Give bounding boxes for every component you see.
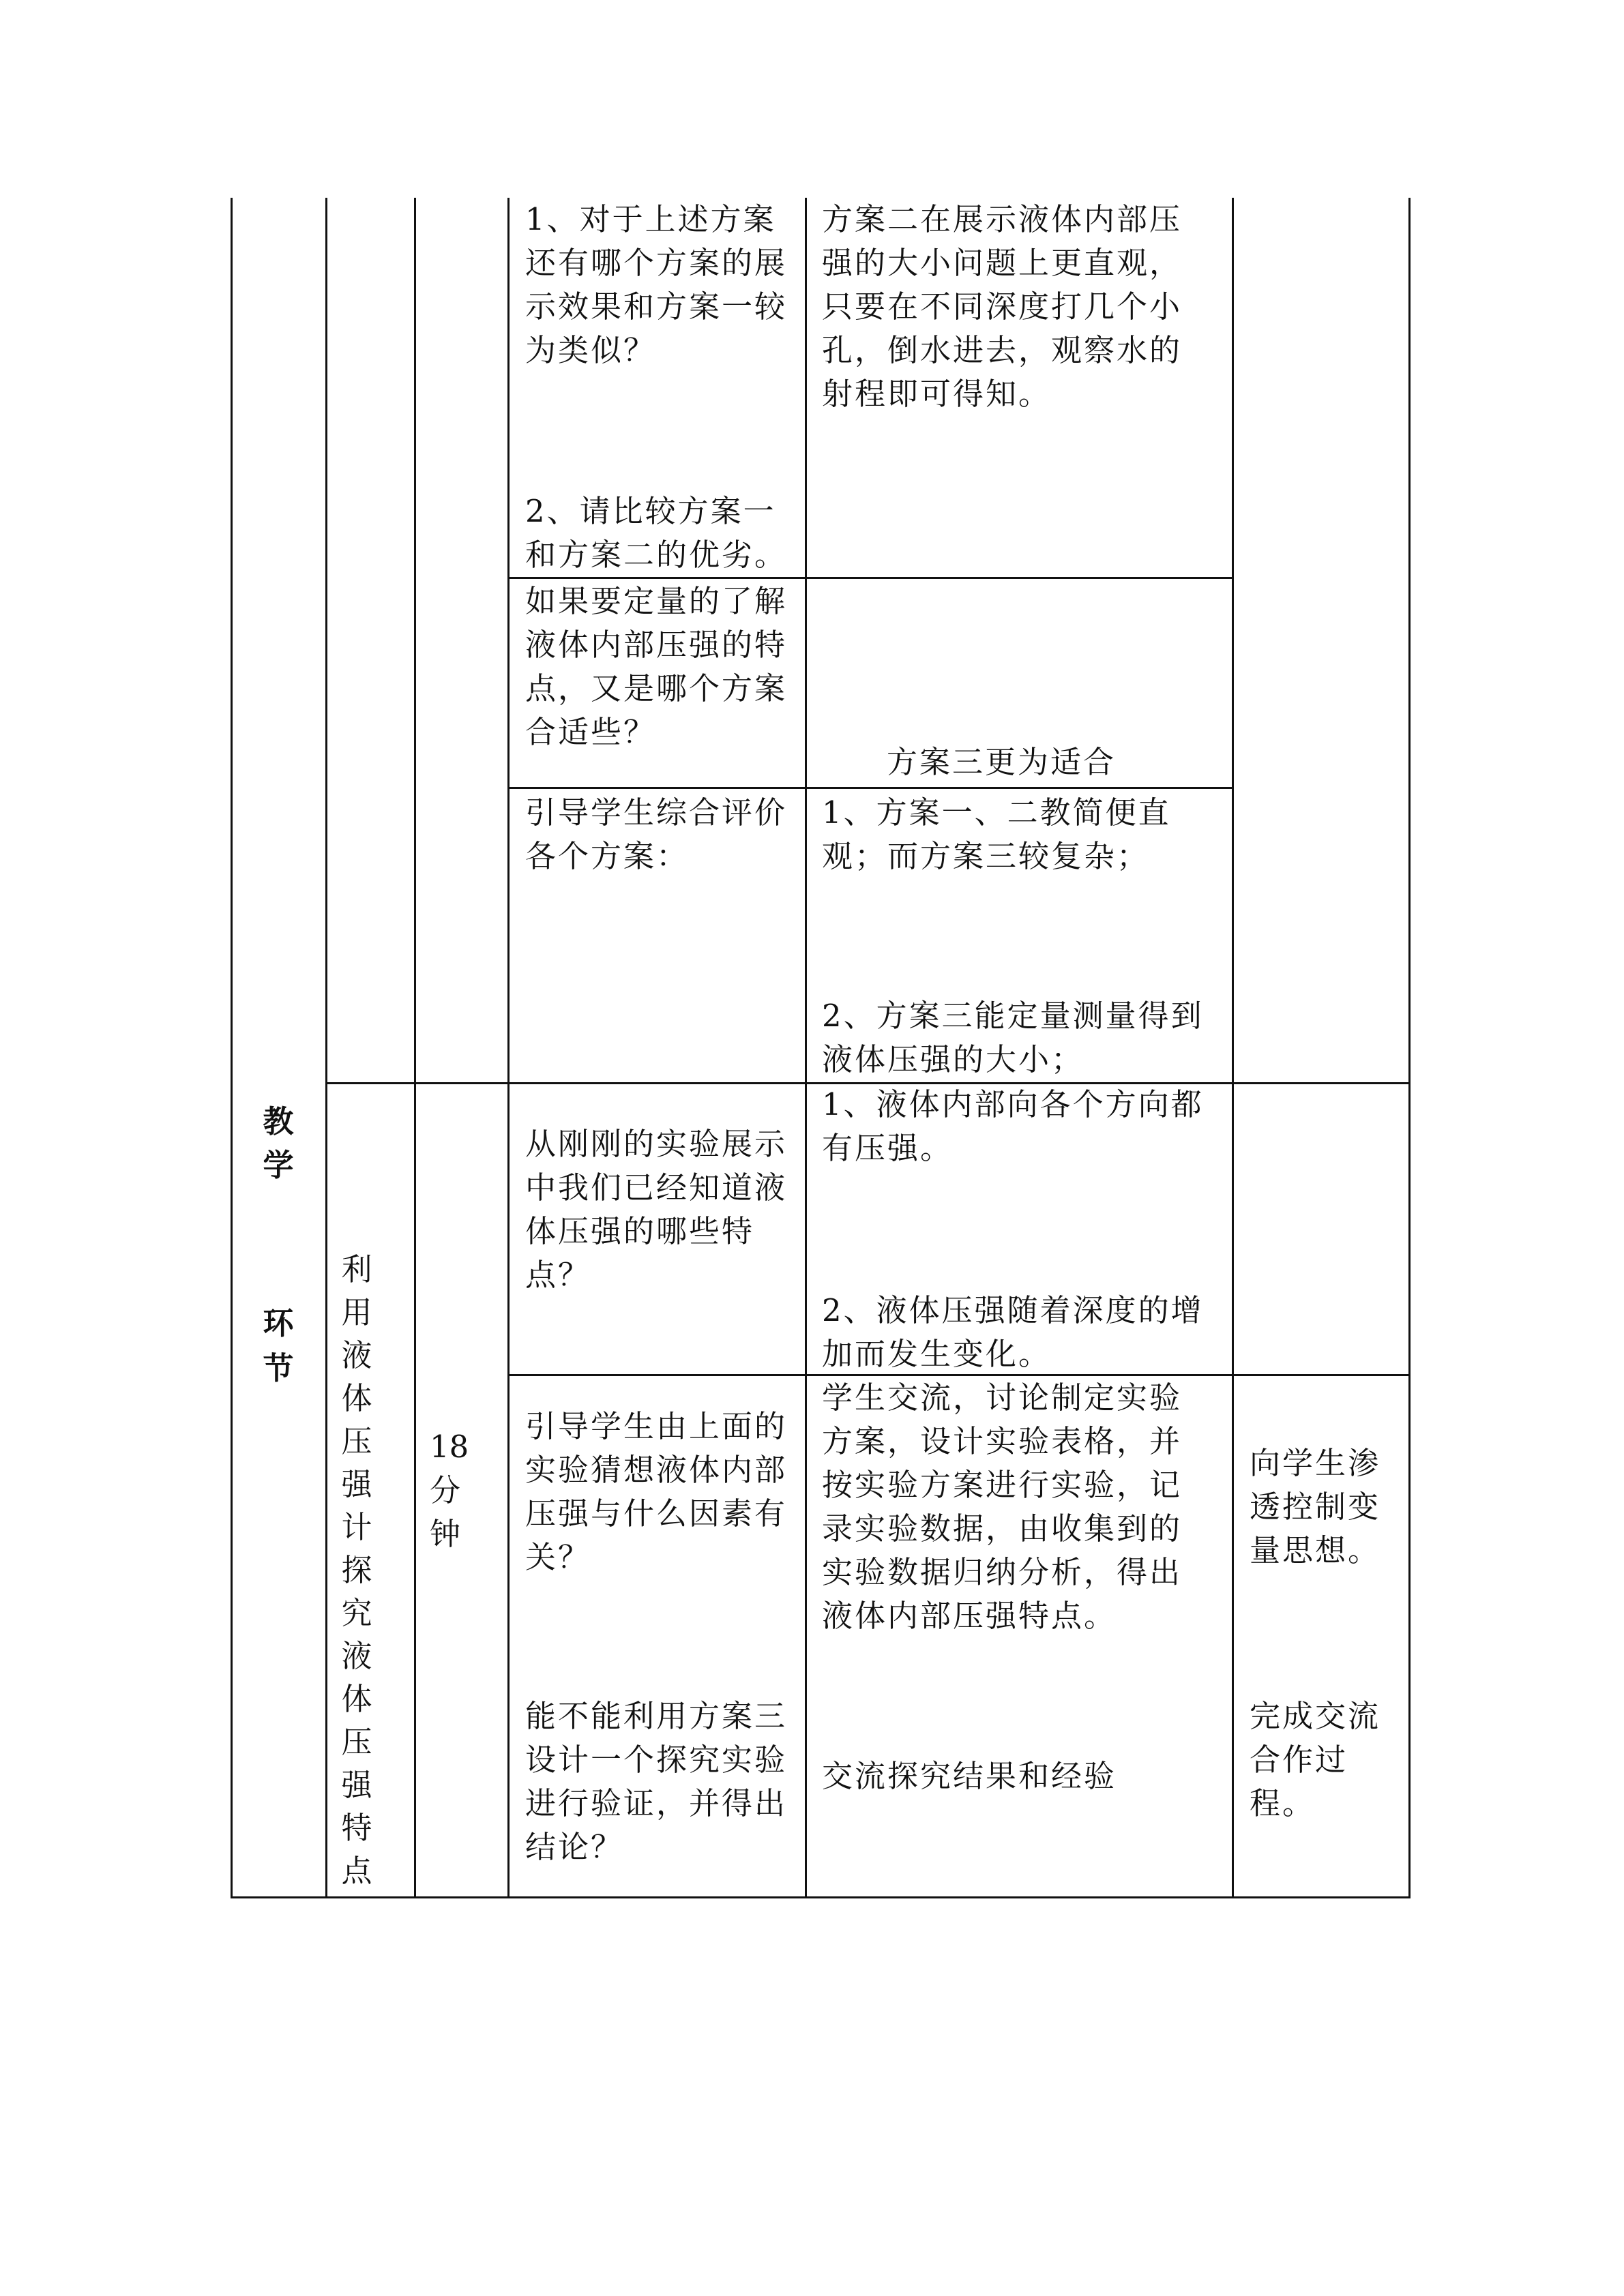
stage-label-char: 利 [341, 1251, 372, 1287]
stage-label-char: 压 [341, 1423, 372, 1459]
stage-label-char: 体 [341, 1380, 372, 1416]
stage-label-char: 计 [341, 1509, 372, 1545]
table-border-right [1408, 198, 1411, 1898]
stage-label-char: 强 [341, 1767, 372, 1803]
row5-design-intent-2: 完成交流 合作过 程。 [1250, 1698, 1381, 1821]
row2-teacher-question: 如果要定量的了解 液体内部压强的特 点，又是哪个方案 合适些？ [525, 583, 788, 750]
section-label-char-1: 教 [263, 1103, 294, 1139]
table-border-left [231, 198, 233, 1898]
stage-time-unit-2: 钟 [430, 1516, 463, 1552]
stage-label-char: 液 [341, 1337, 372, 1373]
stage-label-char: 究 [341, 1595, 372, 1631]
stage-time-number: 18 [430, 1429, 469, 1465]
row-divider-1 [507, 577, 1234, 579]
stage-label-char: 液 [341, 1638, 372, 1674]
stage-time-unit-1: 分 [430, 1472, 463, 1508]
row1-teacher-question: 1、对于上述方案 还有哪个方案的展 示效果和方案一较 为类似？ [525, 201, 788, 368]
row5-teacher-question-2: 能不能利用方案三 设计一个探究实验 进行验证，并得出 结论？ [525, 1698, 788, 1865]
col-divider-5 [1232, 198, 1234, 1898]
stage-label-char: 点 [341, 1853, 372, 1889]
row4-student-answer-1: 1、液体内部向各个方向都 有压强。 [822, 1086, 1204, 1166]
row5-student-activity-2: 交流探究结果和经验 [822, 1758, 1117, 1794]
stage-label-char: 体 [341, 1681, 372, 1717]
row4-teacher-question: 从刚刚的实验展示 中我们已经知道液 体压强的哪些特 点？ [525, 1126, 788, 1293]
row5-design-intent: 向学生渗 透控制变 量思想。 [1250, 1445, 1381, 1568]
stage-label-char: 压 [341, 1724, 372, 1760]
row4-student-answer-2: 2、液体压强随着深度的增 加而发生变化。 [822, 1292, 1204, 1372]
section-label-char-4: 节 [263, 1350, 294, 1386]
row3-student-answer-1: 1、方案一、二教简便直 观；而方案三较复杂； [822, 794, 1171, 874]
row1-teacher-question-2: 2、请比较方案一 和方案二的优劣。 [525, 493, 788, 573]
stage-label-char: 强 [341, 1466, 372, 1502]
row1-student-answer: 方案二在展示液体内部压 强的大小问题上更直观， 只要在不同深度打几个小 孔，倒水进去，观察水的 射程即可得知。 [822, 201, 1183, 412]
row2-student-answer: 方案三更为适合 [887, 744, 1117, 780]
table-border-bottom [231, 1896, 1411, 1898]
stage-label [340, 1248, 374, 1892]
row3-student-answer-2: 2、方案三能定量测量得到 液体压强的大小； [822, 998, 1204, 1077]
col-divider-2 [414, 198, 416, 1898]
section-label-char-2: 学 [263, 1147, 294, 1183]
row3-teacher-prompt: 引导学生综合评价 各个方案： [525, 794, 788, 874]
col-divider-4 [805, 198, 807, 1898]
row5-teacher-question: 引导学生由上面的 实验猜想液体内部 压强与什么因素有 关？ [525, 1408, 788, 1575]
stage-label-char: 用 [341, 1294, 372, 1330]
col-divider-1 [325, 198, 327, 1898]
col-divider-3 [507, 198, 510, 1898]
stage-label-char: 特 [341, 1810, 372, 1846]
stage-label-char: 探 [341, 1552, 372, 1588]
row5-student-activity: 学生交流，讨论制定实验 方案，设计实验表格，并 按实验方案进行实验，记 录实验数据，由收集到的 实验数据归纳分析，得出 液体内部压强特点。 [822, 1380, 1183, 1634]
row-divider-2 [507, 787, 1234, 789]
section-label-char-3: 环 [263, 1305, 294, 1341]
